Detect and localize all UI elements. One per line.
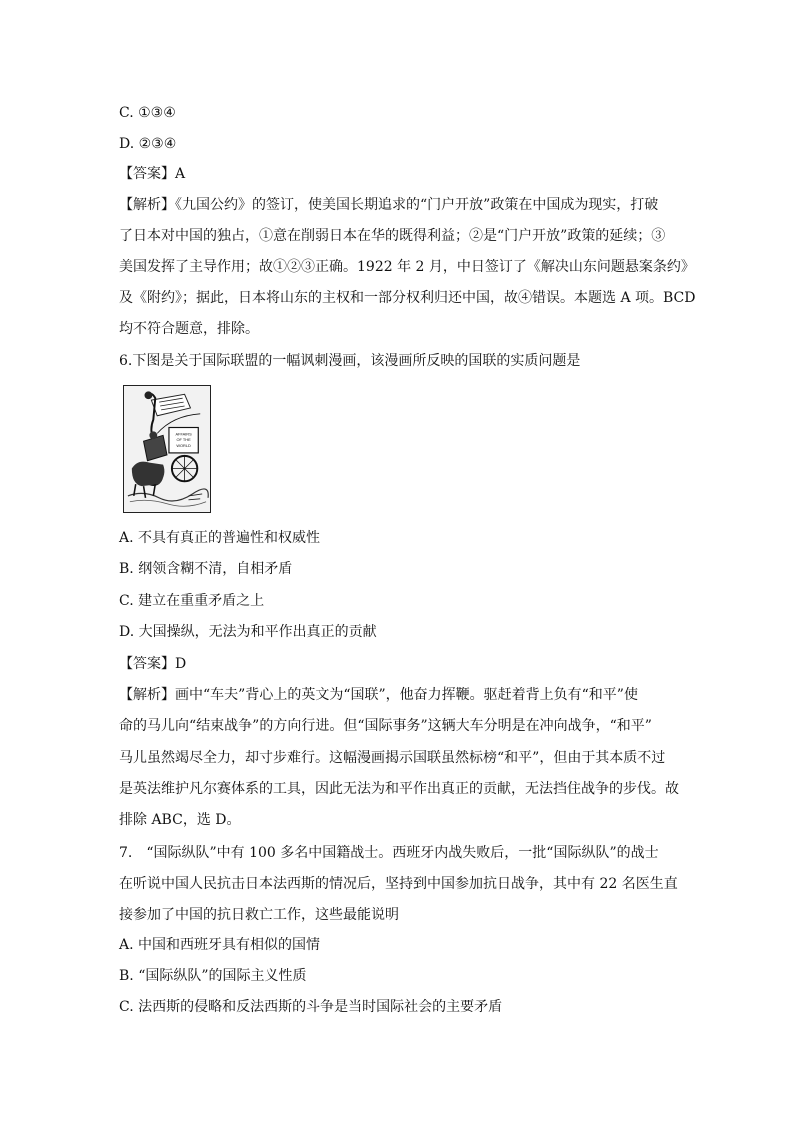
q6-answer: 【答案】D <box>119 656 187 672</box>
q6-explanation-line: 马儿虽然竭尽全力，却寸步难行。这幅漫画揭示国联虽然标榜“和平”，但由于其本质不过 <box>119 750 666 766</box>
q5-explanation-line: 均不符合题意，排除。 <box>119 321 259 337</box>
q5-explanation-line: 【解析】《九国公约》的签订，使美国长期追求的“门户开放”政策在中国成为现实，打破 <box>119 197 659 213</box>
q6-explanation-line: 命的马儿向“结束战争”的方向行进。但“国际事务”这辆大车分明是在冲向战争，“和平” <box>119 718 652 734</box>
q7-option-a: A. 中国和西班牙具有相似的国情 <box>119 937 321 953</box>
q6-stem: 6.下图是关于国际联盟的一幅讽刺漫画，该漫画所反映的国联的实质问题是 <box>119 353 581 369</box>
q6-option-a: A. 不具有真正的普遍性和权威性 <box>119 530 321 546</box>
q5-option-d: D. ②③④ <box>119 136 177 152</box>
svg-text:OF THE: OF THE <box>176 437 191 443</box>
q5-explanation-line: 了日本对中国的独占，①意在削弱日本在华的既得利益；②是“门户开放”政策的延续；③ <box>119 228 666 244</box>
q7-stem-line: 在听说中国人民抗击日本法西斯的情况后，坚持到中国参加抗日战争，其中有 22 名医生直 <box>119 876 678 892</box>
league-of-nations-cartoon <box>123 385 211 513</box>
q7-stem-line: 7. “国际纵队”中有 100 多名中国籍战士。西班牙内战失败后，一批“国际纵队”的战士 <box>119 845 659 861</box>
q6-explanation-line: 【解析】画中“车夫”背心上的英文为“国联”，他奋力挥鞭。驱赶着背上负有“和平”使 <box>119 687 638 703</box>
q6-option-b: B. 纲领含糊不清，自相矛盾 <box>119 561 293 577</box>
q5-explanation-line: 美国发挥了主导作用；故①②③正确。1922 年 2 月，中日签订了《解决山东问题悬案条约》 <box>119 259 695 275</box>
q7-stem-line: 接参加了中国的抗日救亡工作，这些最能说明 <box>119 907 399 923</box>
q7-option-c: C. 法西斯的侵略和反法西斯的斗争是当时国际社会的主要矛盾 <box>119 999 503 1015</box>
q6-option-c: C. 建立在重重矛盾之上 <box>119 593 265 609</box>
q5-explanation-line: 及《附约》；据此，日本将山东的主权和一部分权利归还中国，故④错误。本题选 A 项。BCD <box>119 290 696 306</box>
svg-text:WORLD: WORLD <box>176 443 191 449</box>
svg-text:AFFAIRS: AFFAIRS <box>175 431 192 437</box>
q6-option-d: D. 大国操纵，无法为和平作出真正的贡献 <box>119 624 377 640</box>
q6-explanation-line: 排除 ABC，选 D。 <box>119 812 241 828</box>
q6-explanation-line: 是英法维护凡尔赛体系的工具，因此无法为和平作出真正的贡献，无法挡住战争的步伐。故 <box>119 781 679 797</box>
q5-option-c: C. ①③④ <box>119 105 176 121</box>
q7-option-b: B. “国际纵队”的国际主义性质 <box>119 968 307 984</box>
q5-answer: 【答案】A <box>119 166 186 182</box>
